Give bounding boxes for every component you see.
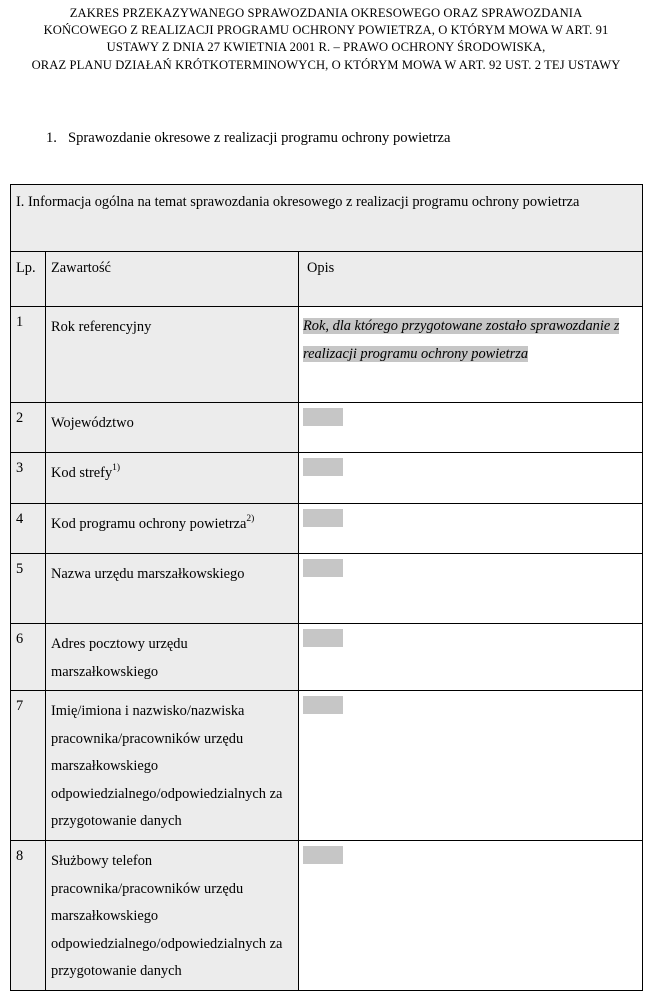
table-row (11, 624, 643, 691)
description-field[interactable] (299, 841, 643, 991)
row-content (46, 453, 299, 504)
column-header-description: Opis (299, 252, 643, 307)
description-hint (303, 312, 638, 368)
header-line: ZAKRES PRZEKAZYWANEGO SPRAWOZDANIA OKRESOWEGO ORAZ SPRAWOZDANIA (69, 6, 583, 20)
document-header (0, 5, 652, 74)
form-field-placeholder[interactable] (303, 846, 343, 864)
row-content-text: Kod strefy (51, 465, 113, 481)
row-content (46, 504, 299, 554)
description-field[interactable] (299, 453, 643, 504)
form-field-placeholder[interactable] (303, 559, 343, 577)
description-field[interactable] (299, 554, 643, 624)
footnote-marker: 2) (246, 514, 255, 524)
section-title: Sprawozdanie okresowe z realizacji programu ochrony powietrza (68, 130, 451, 146)
description-field[interactable] (299, 403, 643, 453)
column-header-lp: Lp. (11, 252, 46, 307)
header-line: ORAZ PLANU DZIAŁAŃ KRÓTKOTERMINOWYCH, O KTÓRYM MOWA W ART. 92 UST. 2 TEJ USTAWY (31, 57, 621, 72)
row-number: 5 (11, 554, 46, 624)
footnote-marker: 1) (112, 463, 121, 473)
description-field[interactable] (299, 691, 643, 841)
description-field[interactable] (299, 624, 643, 691)
row-number: 1 (11, 307, 46, 403)
row-content: Adres pocztowy urzędu marszałkowskiego (46, 624, 299, 691)
row-number: 3 (11, 453, 46, 504)
row-content: Służbowy telefon pracownika/pracowników urzędu marszałkowskiego odpowiedzialnego/odpowiedzialnych za przygotowanie danych (46, 841, 299, 991)
header-line: KOŃCOWEGO Z REALIZACJI PROGRAMU OCHRONY POWIETRZA, O KTÓRYM MOWA W ART. 91 (43, 23, 609, 38)
row-number: 7 (11, 691, 46, 841)
form-field-placeholder[interactable] (303, 629, 343, 647)
row-content: Rok referencyjny (46, 307, 299, 403)
header-line: USTAWY Z DNIA 27 KWIETNIA 2001 R. – PRAWO OCHRONY ŚRODOWISKA, (106, 40, 546, 55)
description-field[interactable] (299, 504, 643, 554)
table-title: I. Informacja ogólna na temat sprawozdania okresowego z realizacji programu ochrony powietrza (11, 185, 643, 252)
table-row (11, 841, 643, 991)
description-field[interactable] (299, 307, 643, 403)
description-hint-text: Rok, dla którego przygotowane zostało sprawozdanie z realizacji programu ochrony powietrza (303, 318, 620, 362)
table-row (11, 504, 643, 554)
report-table (10, 184, 643, 991)
row-content: Imię/imiona i nazwisko/nazwiska pracownika/pracowników urzędu marszałkowskiego odpowiedzialnego/odpowiedzialnych za przygotowanie danych (46, 691, 299, 841)
table-header-row (11, 252, 643, 307)
form-field-placeholder[interactable] (303, 509, 343, 527)
column-header-content: Zawartość (46, 252, 299, 307)
form-field-placeholder[interactable] (303, 458, 343, 476)
row-content: Nazwa urzędu marszałkowskiego (46, 554, 299, 624)
row-number: 2 (11, 403, 46, 453)
row-number: 4 (11, 504, 46, 554)
form-field-placeholder[interactable] (303, 408, 343, 426)
section-heading (46, 129, 451, 147)
table-row (11, 691, 643, 841)
table-row (11, 453, 643, 504)
form-field-placeholder[interactable] (303, 696, 343, 714)
row-number: 6 (11, 624, 46, 691)
table-row (11, 554, 643, 624)
row-content: Województwo (46, 403, 299, 453)
row-content-text: Kod programu ochrony powietrza (51, 516, 247, 532)
table-row (11, 403, 643, 453)
row-number: 8 (11, 841, 46, 991)
table-row (11, 307, 643, 403)
section-number: 1. (46, 130, 57, 146)
